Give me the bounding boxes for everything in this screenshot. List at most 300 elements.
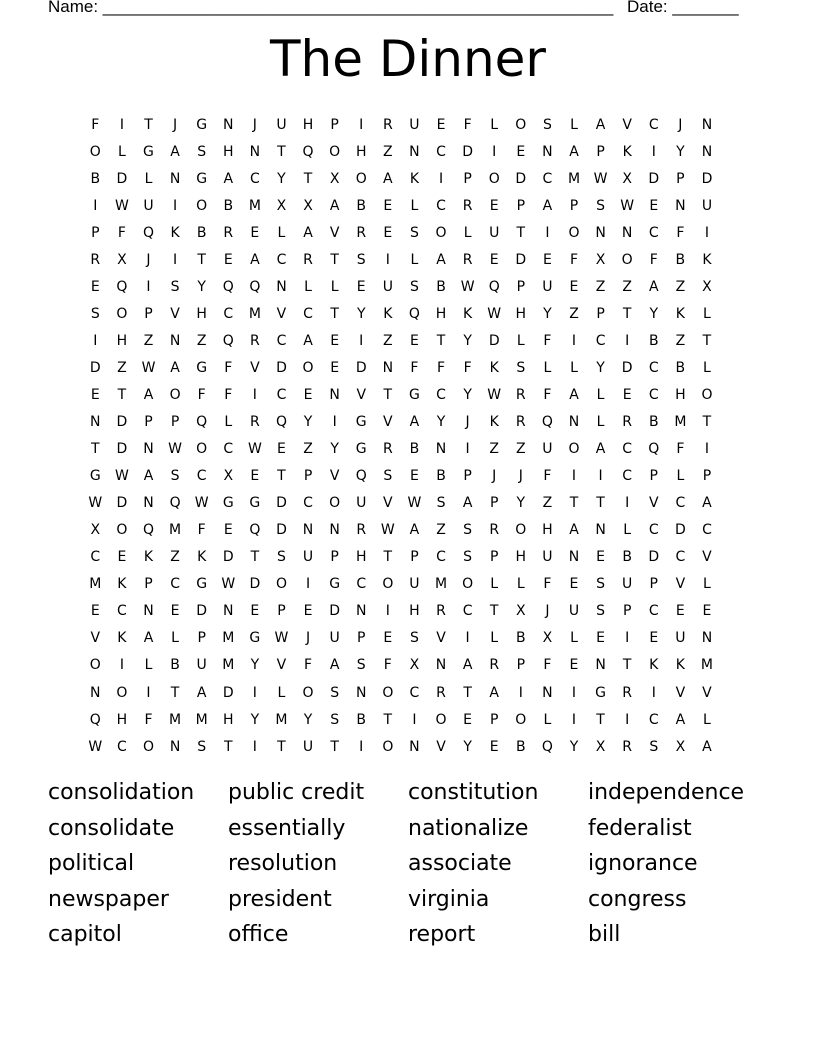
grid-letter: H [435, 305, 447, 322]
grid-letter: Y [463, 738, 472, 755]
grid-letter: R [622, 684, 633, 701]
grid-letter: Q [275, 414, 287, 431]
grid-letter: A [569, 386, 579, 403]
grid-letter: C [303, 495, 313, 512]
grid-letter: A [303, 224, 313, 241]
word-bank-item: office [228, 922, 289, 948]
grid-letter: L [516, 576, 525, 593]
grid-letter: Y [649, 305, 659, 322]
grid-letter: H [409, 603, 420, 620]
grid-letter: L [676, 468, 685, 485]
grid-letter: Z [117, 359, 127, 376]
grid-letter: P [144, 576, 153, 593]
grid-letter: X [303, 197, 313, 214]
grid-letter: I [412, 711, 417, 728]
grid-letter: C [648, 603, 659, 620]
grid-letter: O [462, 576, 474, 593]
grid-letter: I [625, 630, 630, 647]
grid-letter: H [675, 386, 686, 403]
grid-letter: P [463, 170, 472, 187]
word-bank-item: constitution [408, 780, 539, 805]
grid-letter: Z [436, 522, 446, 539]
grid-letter: Q [302, 143, 314, 160]
grid-letter: L [410, 197, 419, 214]
grid-letter: S [383, 468, 393, 485]
grid-letter: M [700, 657, 713, 674]
word-bank-item: resolution [228, 851, 338, 877]
grid-letter: L [490, 116, 499, 133]
grid-letter: X [516, 603, 526, 620]
grid-letter: H [196, 305, 207, 322]
grid-letter: O [515, 522, 527, 539]
grid-letter: W [487, 386, 502, 403]
grid-letter: M [434, 576, 448, 593]
grid-letter: Q [142, 224, 154, 241]
grid-letter: E [383, 224, 393, 241]
grid-letter: L [277, 224, 286, 241]
grid-letter: P [569, 197, 579, 214]
grid-letter: X [702, 278, 712, 295]
word-bank-item: bill [588, 922, 621, 948]
grid-letter: L [490, 630, 499, 647]
grid-letter: Q [541, 414, 553, 431]
grid-letter: D [116, 495, 128, 512]
grid-letter: S [463, 522, 473, 539]
grid-letter: F [649, 251, 658, 268]
grid-letter: K [463, 305, 473, 322]
grid-letter: D [196, 603, 208, 620]
grid-letter: N [568, 414, 580, 431]
grid-letter: H [355, 143, 367, 160]
grid-letter: G [355, 441, 367, 458]
grid-letter: D [116, 414, 128, 431]
grid-letter: N [621, 224, 633, 241]
grid-letter: S [596, 197, 606, 214]
grid-letter: E [409, 468, 419, 485]
grid-letter: N [701, 143, 713, 160]
grid-letter: A [143, 468, 154, 485]
grid-letter: C [675, 495, 686, 512]
grid-letter: O [116, 684, 128, 701]
grid-letter: O [382, 576, 394, 593]
grid-letter: Y [463, 332, 472, 349]
grid-letter: Q [196, 414, 208, 431]
grid-letter: Q [222, 278, 234, 295]
grid-letter: G [249, 495, 261, 512]
grid-letter: E [90, 386, 100, 403]
grid-letter: W [460, 278, 475, 295]
grid-letter: T [250, 549, 260, 566]
grid-letter: C [648, 386, 659, 403]
grid-letter: N [435, 441, 447, 458]
grid-letter: C [276, 332, 287, 349]
grid-letter: P [197, 630, 206, 647]
grid-letter: E [649, 630, 659, 647]
grid-letter: T [303, 170, 313, 187]
word-bank-item: associate [408, 851, 512, 877]
grid-letter: E [250, 224, 260, 241]
grid-letter: Y [277, 170, 286, 187]
grid-letter: P [277, 603, 286, 620]
grid-letter: C [648, 224, 659, 241]
grid-letter: U [542, 549, 553, 566]
grid-letter: N [143, 441, 154, 458]
word-bank-item: consolidate [48, 815, 175, 841]
grid-letter: L [490, 576, 499, 593]
grid-letter: A [196, 684, 207, 701]
word-bank-item: political [48, 851, 135, 877]
grid-letter: E [250, 468, 260, 485]
grid-letter: U [276, 116, 287, 133]
grid-letter: I [359, 332, 364, 349]
grid-letter: U [302, 738, 314, 755]
grid-letter: F [91, 116, 100, 133]
grid-letter: V [702, 684, 712, 701]
grid-letter: T [383, 549, 393, 566]
word-bank-item: ignorance [588, 851, 698, 877]
grid-letter: U [329, 630, 340, 647]
grid-letter: L [570, 116, 578, 133]
grid-letter: O [382, 684, 394, 701]
grid-letter: T [463, 684, 472, 701]
grid-letter: Z [196, 332, 207, 349]
grid-letter: E [489, 251, 499, 268]
grid-letter: K [117, 576, 127, 593]
grid-letter: E [90, 603, 100, 620]
grid-letter: O [169, 386, 181, 403]
grid-letter: J [173, 116, 178, 133]
grid-letter: V [276, 305, 287, 322]
grid-letter: K [675, 657, 685, 674]
grid-letter: B [675, 251, 686, 268]
grid-letter: P [144, 305, 153, 322]
grid-letter: U [542, 278, 553, 295]
grid-letter: E [356, 278, 366, 295]
grid-letter: N [701, 630, 713, 647]
grid-letter: T [144, 116, 153, 133]
grid-letter: C [622, 468, 633, 485]
grid-letter: Z [542, 495, 553, 512]
grid-letter: C [223, 441, 234, 458]
grid-letter: L [543, 711, 552, 728]
grid-letter: F [569, 251, 579, 268]
grid-letter: K [649, 657, 659, 674]
grid-letter: O [515, 711, 527, 728]
grid-letter: Q [169, 495, 181, 512]
grid-letter: C [648, 711, 659, 728]
grid-letter: B [356, 711, 367, 728]
grid-letter: L [703, 711, 711, 728]
grid-letter: N [382, 359, 394, 376]
grid-letter: I [173, 197, 178, 214]
grid-letter: Q [249, 522, 261, 539]
grid-letter: M [567, 170, 581, 187]
grid-letter: N [169, 738, 181, 755]
grid-letter: C [276, 251, 287, 268]
grid-letter: P [622, 603, 632, 620]
grid-letter: V [329, 468, 340, 485]
grid-letter: C [117, 738, 127, 755]
grid-letter: Y [676, 143, 685, 160]
grid-letter: R [356, 224, 367, 241]
grid-letter: E [596, 630, 605, 647]
grid-letter: V [329, 224, 340, 241]
grid-letter: M [674, 414, 687, 431]
grid-letter: O [196, 197, 208, 214]
grid-letter: Z [170, 549, 180, 566]
grid-letter: V [648, 495, 659, 512]
word-bank-item: essentially [228, 815, 346, 841]
grid-letter: U [542, 441, 553, 458]
word-bank-item: nationalize [408, 815, 529, 841]
grid-letter: F [436, 359, 446, 376]
grid-letter: H [515, 305, 527, 322]
grid-letter: H [302, 116, 314, 133]
grid-letter: B [436, 468, 446, 485]
grid-letter: I [571, 684, 577, 701]
grid-letter: D [648, 170, 660, 187]
grid-letter: T [622, 305, 632, 322]
grid-letter: D [116, 170, 128, 187]
grid-letter: V [675, 576, 686, 593]
grid-letter: V [383, 414, 393, 431]
grid-letter: E [303, 386, 313, 403]
grid-letter: X [675, 738, 686, 755]
grid-letter: O [382, 738, 394, 755]
grid-letter: T [702, 332, 712, 349]
grid-letter: L [330, 278, 339, 295]
grid-letter: L [543, 359, 552, 376]
grid-letter: L [410, 251, 419, 268]
grid-letter: C [196, 468, 207, 485]
grid-letter: S [90, 305, 100, 322]
grid-letter: L [516, 332, 525, 349]
grid-letter: Y [303, 711, 313, 728]
grid-letter: N [169, 170, 181, 187]
word-bank-item: virginia [408, 886, 490, 912]
grid-letter: A [462, 495, 473, 512]
grid-letter: W [168, 441, 182, 458]
grid-letter: U [382, 278, 393, 295]
grid-letter: F [197, 522, 206, 539]
grid-letter: Y [516, 495, 526, 512]
grid-letter: R [515, 386, 526, 403]
grid-letter: H [223, 711, 234, 728]
grid-letter: T [622, 657, 632, 674]
grid-letter: L [171, 630, 179, 647]
grid-letter: A [303, 332, 313, 349]
grid-letter: B [196, 224, 207, 241]
grid-letter: B [356, 197, 367, 214]
grid-letter: L [304, 278, 312, 295]
grid-letter: K [409, 170, 420, 187]
grid-letter: U [701, 197, 713, 214]
word-bank-item: president [228, 886, 332, 912]
grid-letter: Y [463, 386, 472, 403]
grid-letter: E [223, 522, 233, 539]
grid-letter: N [409, 738, 420, 755]
grid-letter: J [465, 414, 470, 431]
grid-letter: I [438, 170, 444, 187]
grid-letter: Q [488, 278, 500, 295]
grid-letter: B [515, 738, 526, 755]
word-bank-item: congress [588, 886, 687, 912]
grid-letter: X [90, 522, 101, 539]
grid-letter: S [649, 738, 659, 755]
grid-letter: N [90, 684, 101, 701]
grid-letter: D [515, 251, 527, 268]
grid-letter: Q [648, 441, 660, 458]
grid-letter: D [515, 170, 527, 187]
grid-letter: W [247, 441, 262, 458]
grid-letter: R [622, 738, 633, 755]
grid-letter: T [383, 711, 393, 728]
grid-letter: T [277, 143, 286, 160]
grid-letter: O [329, 495, 341, 512]
grid-letter: I [252, 386, 257, 403]
grid-letter: I [518, 684, 523, 701]
grid-letter: C [90, 549, 101, 566]
grid-letter: E [622, 386, 632, 403]
grid-letter: M [169, 522, 182, 539]
grid-letter: H [116, 332, 128, 349]
grid-letter: C [648, 116, 659, 133]
grid-letter: I [359, 116, 364, 133]
grid-letter: A [329, 657, 340, 674]
grid-letter: G [329, 576, 341, 593]
grid-letter: I [571, 468, 577, 485]
grid-letter: P [410, 549, 419, 566]
grid-letter: S [596, 576, 606, 593]
grid-letter: A [223, 170, 234, 187]
grid-letter: K [383, 305, 393, 322]
grid-letter: L [224, 414, 233, 431]
grid-letter: V [276, 657, 287, 674]
grid-letter: I [119, 116, 124, 133]
grid-letter: E [489, 738, 499, 755]
grid-letter: O [435, 711, 447, 728]
grid-letter: A [170, 143, 180, 160]
grid-letter: Q [89, 711, 101, 728]
grid-letter: A [462, 657, 473, 674]
grid-letter: X [409, 657, 420, 674]
grid-letter: B [409, 441, 420, 458]
grid-letter: J [678, 116, 683, 133]
grid-letter: A [143, 386, 154, 403]
grid-letter: E [330, 332, 340, 349]
grid-letter: S [356, 657, 366, 674]
grid-letter: Y [330, 441, 339, 458]
grid-letter: T [516, 224, 526, 241]
grid-letter: P [596, 305, 605, 322]
grid-letter: P [489, 711, 499, 728]
grid-letter: Q [142, 522, 154, 539]
grid-letter: H [223, 143, 234, 160]
grid-letter: S [542, 116, 552, 133]
grid-letter: R [622, 414, 633, 431]
grid-letter: G [408, 386, 420, 403]
grid-letter: F [224, 386, 233, 403]
grid-letter: H [116, 711, 128, 728]
grid-letter: O [329, 143, 341, 160]
grid-letter: I [359, 738, 364, 755]
grid-letter: I [571, 711, 577, 728]
grid-letter: N [90, 414, 101, 431]
grid-letter: A [595, 116, 606, 133]
grid-letter: U [675, 630, 686, 647]
grid-letter: Z [383, 143, 393, 160]
grid-letter: S [409, 630, 419, 647]
grid-letter: D [701, 170, 713, 187]
grid-letter: D [222, 549, 234, 566]
grid-letter: I [119, 657, 124, 674]
grid-letter: Z [595, 278, 606, 295]
grid-letter: Y [356, 305, 366, 322]
grid-letter: L [703, 359, 711, 376]
grid-letter: P [170, 414, 180, 431]
grid-letter: E [223, 251, 233, 268]
grid-letter: P [516, 657, 526, 674]
word-bank-item: federalist [588, 815, 692, 841]
grid-letter: V [702, 549, 712, 566]
grid-letter: P [463, 468, 472, 485]
grid-letter: P [489, 549, 499, 566]
grid-letter: F [543, 386, 552, 403]
grid-letter: C [702, 522, 712, 539]
grid-letter: M [222, 630, 235, 647]
grid-letter: R [223, 224, 234, 241]
grid-letter: T [223, 738, 233, 755]
grid-letter: T [197, 251, 206, 268]
grid-letter: C [436, 386, 446, 403]
grid-letter: G [196, 116, 208, 133]
grid-letter: V [436, 630, 446, 647]
grid-letter: O [302, 359, 314, 376]
grid-letter: P [144, 414, 153, 431]
grid-letter: X [117, 251, 127, 268]
grid-letter: L [570, 630, 578, 647]
grid-letter: E [330, 359, 340, 376]
grid-letter: X [223, 468, 234, 485]
word-bank-item: independence [588, 780, 745, 805]
grid-letter: M [248, 197, 261, 214]
grid-letter: P [596, 143, 605, 160]
grid-letter: W [274, 630, 289, 647]
grid-letter: C [462, 603, 473, 620]
grid-letter: E [117, 549, 127, 566]
grid-letter: Q [408, 305, 420, 322]
grid-letter: T [330, 251, 339, 268]
grid-letter: S [197, 738, 207, 755]
grid-letter: E [277, 441, 286, 458]
word-bank [48, 780, 768, 958]
grid-letter: W [88, 738, 103, 755]
grid-letter: C [436, 549, 446, 566]
grid-letter: P [330, 116, 339, 133]
grid-letter: K [143, 549, 154, 566]
grid-letter: S [409, 224, 419, 241]
grid-letter: B [675, 359, 686, 376]
grid-letter: C [595, 332, 606, 349]
grid-letter: F [197, 386, 206, 403]
grid-letter: Q [249, 278, 261, 295]
grid-letter: N [701, 116, 713, 133]
grid-letter: I [332, 414, 337, 431]
grid-letter: N [223, 603, 234, 620]
grid-letter: T [596, 495, 605, 512]
grid-letter: S [356, 251, 366, 268]
grid-letter: I [704, 441, 710, 458]
